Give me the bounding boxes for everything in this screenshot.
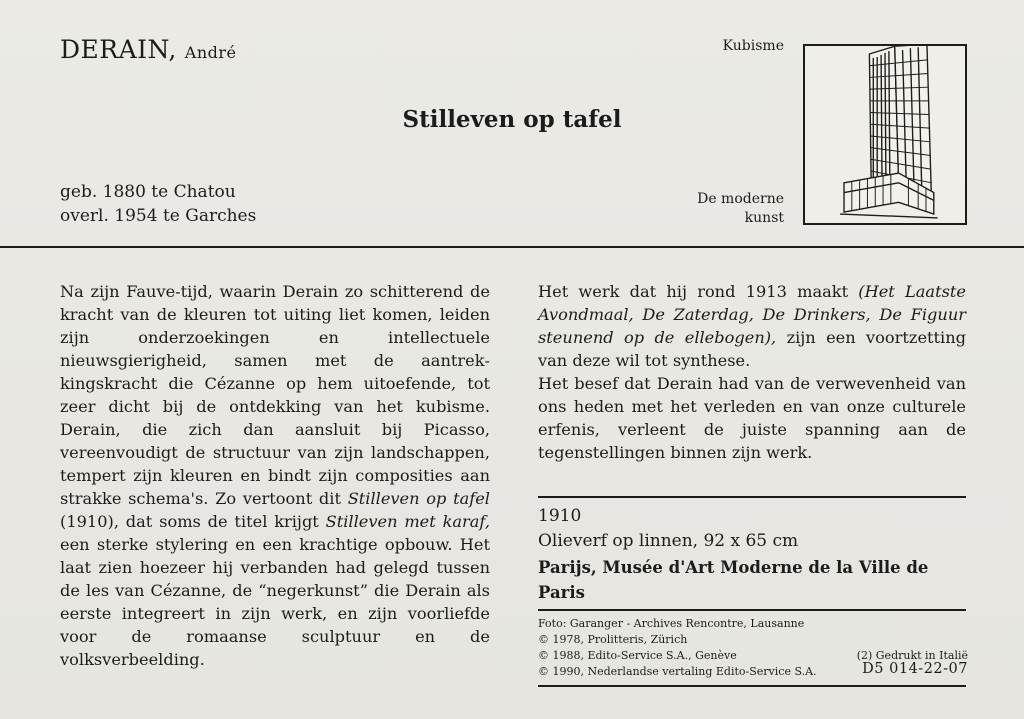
- left-text-1: Na zijn Fauve-tijd, waarin Derain zo schitterend de kracht van de kleuren tot uiting liet komen, leiden zijn onderzoekingen en intellectuele nieuwsgierigheid, samen met de aantrekkingskracht die Cézanne op hem uitoefende, tot zeer dicht bij de ontdekking van het kubisme. Derain, die zich dan aansluit bij Picasso, vereenvoudigt de structuur van zijn landschappen, tempert zijn kleuren en bindt zijn composities aan strakke schema's. Zo vertoont dit: [60, 282, 490, 508]
- right-italic: (Het Laatste Avondmaal, De Zaterdag, De Drinkers, De Figuur steunend op de ellebogen),: [538, 282, 966, 347]
- copyright-3: © 1990, Nederlandse vertaling Edito-Service S.A.: [538, 665, 817, 678]
- left-text-3: een sterke stylering en een krachtige opbouw. Het laat zien hoezeer hij verbanden had gelegd tussen de les van Cézanne, de “negerkunst” die Derain als eerste integreert in zijn werk, en zijn voorliefde voor de romaanse sculptuur en de volksverbeelding.: [60, 535, 490, 669]
- credits: [538, 616, 968, 680]
- printed-in: (2) Gedrukt in Italië: [856, 649, 968, 662]
- details-divider-bottom: [538, 609, 966, 611]
- right-text-3: Het besef dat Derain had van de verwevenheid van ons heden met het verleden en van onze culturele erfenis, verleent de juiste spanning aan de tegenstellingen binnen zijn werk.: [538, 374, 966, 462]
- artist-bio: [60, 180, 256, 228]
- description-left-column: [60, 280, 490, 671]
- building-icon: [803, 44, 967, 225]
- artwork-year: 1910: [538, 506, 582, 526]
- left-italic-1: Stilleven op tafel: [347, 489, 490, 508]
- copyright-2: © 1988, Edito-Service S.A., Genève: [538, 649, 737, 662]
- details-divider-top: [538, 496, 966, 498]
- photo-credit: Foto: Garanger - Archives Rencontre, Lausanne: [538, 617, 805, 630]
- artwork-location: Parijs, Musée d'Art Moderne de la Ville de Paris: [538, 558, 929, 602]
- copyright-1: © 1978, Prolitteris, Zürich: [538, 633, 688, 646]
- series-label: [697, 190, 784, 228]
- style-label: Kubisme: [722, 38, 784, 54]
- artwork-medium: Olieverf op linnen, 92 x 65 cm: [538, 531, 799, 551]
- card-code: D5 014-22-07: [862, 661, 968, 677]
- artist-name: [60, 35, 237, 64]
- credits-divider: [538, 685, 966, 687]
- series-line-1: De moderne: [697, 191, 784, 207]
- artwork-title: Stilleven op tafel: [402, 106, 622, 133]
- artist-last-name: DERAIN,: [60, 35, 177, 64]
- right-text-2: zijn een voortzetting van deze wil tot synthese.: [538, 328, 966, 370]
- left-italic-2: Stilleven met karaf,: [325, 512, 490, 531]
- header-divider: [0, 246, 1024, 248]
- left-text-2: (1910), dat soms de titel krijgt: [60, 512, 326, 531]
- series-line-2: kunst: [744, 210, 784, 226]
- birth-line: geb. 1880 te Chatou: [60, 182, 236, 202]
- artist-first-name: André: [184, 43, 237, 62]
- description-right-column: [538, 280, 966, 464]
- right-text-1: Het werk dat hij rond 1913 maakt: [538, 282, 859, 301]
- death-line: overl. 1954 te Garches: [60, 206, 257, 226]
